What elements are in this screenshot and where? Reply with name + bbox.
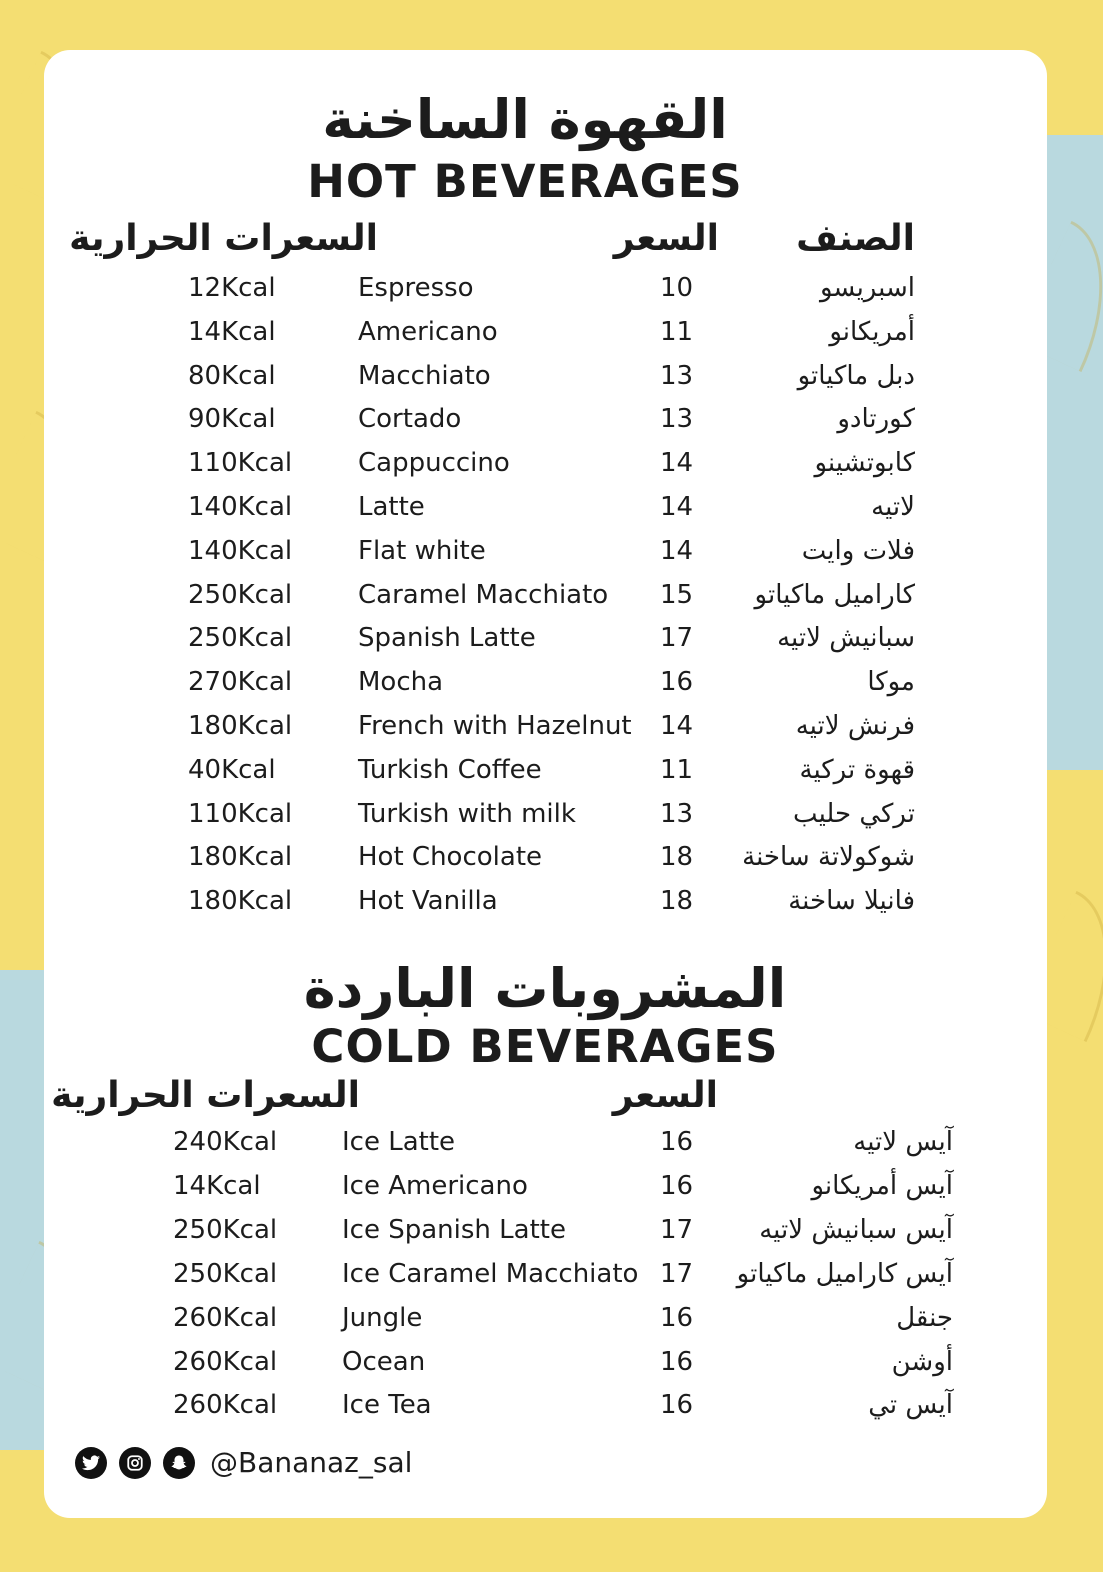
price: 16 [660,667,694,698]
item-name-ar: آيس لاتيه [853,1127,953,1157]
item-name-ar: آيس أمريكانو [811,1170,953,1201]
calories: 40Kcal [188,754,276,785]
item-name-ar: دبل ماكياتو [797,360,915,391]
item-name-en: Turkish with milk [358,798,576,829]
price: 14 [660,711,694,741]
hot-menu-row [0,667,1103,707]
hot-column-item: الصنف [796,218,915,259]
price: 17 [660,1214,694,1245]
price: 18 [660,886,694,917]
price: 16 [660,1346,694,1377]
item-name-ar: آيس سبانيش لاتيه [759,1214,953,1245]
item-name-en: Espresso [358,273,474,303]
hot-menu-row [0,361,1103,401]
calories: 110Kcal [188,448,293,479]
price: 17 [660,1258,694,1289]
hot-column-price: السعر [613,218,719,259]
item-name-en: Flat white [358,535,486,566]
cold-menu-row [0,1390,1103,1430]
item-name-ar: جنقل [896,1302,953,1333]
hot-menu-row [0,448,1103,488]
item-name-en: Caramel Macchiato [358,579,609,610]
calories: 250Kcal [173,1214,278,1245]
hot-menu-row [0,799,1103,839]
item-name-en: Turkish Coffee [358,754,542,785]
item-name-en: Americano [358,316,498,347]
item-name-ar: قهوة تركية [799,754,915,785]
hot-menu-row [0,580,1103,620]
calories: 140Kcal [188,535,293,566]
price: 14 [660,448,694,479]
social-handle[interactable]: @Bananaz_sal [210,1446,413,1479]
hot-menu-row [0,623,1103,663]
cold-column-calories: السعرات الحرارية [51,1075,360,1116]
calories: 260Kcal [173,1346,278,1377]
calories: 12Kcal [188,273,276,303]
price: 18 [660,842,694,873]
cold-menu-row [0,1347,1103,1387]
price: 11 [660,754,694,785]
item-name-en: French with Hazelnut [358,711,632,741]
item-name-en: Hot Chocolate [358,842,543,873]
item-name-ar: فرنش لاتيه [795,711,915,741]
item-name-ar: أمريكانو [829,316,915,347]
hot-menu-row [0,842,1103,882]
cold-menu-row [0,1303,1103,1343]
price: 15 [660,579,694,610]
hot-menu-row [0,273,1103,313]
item-name-ar: آيس تي [868,1390,953,1421]
item-name-ar: سبانيش لاتيه [777,623,915,654]
item-name-en: Macchiato [358,360,491,391]
item-name-en: Ice Caramel Macchiato [342,1258,639,1289]
price: 14 [660,492,694,522]
price: 13 [660,798,694,829]
cold-menu-row [0,1215,1103,1255]
price: 16 [660,1390,694,1421]
item-name-en: Ice Tea [342,1390,432,1421]
calories: 260Kcal [173,1302,278,1333]
item-name-ar: آيس كاراميل ماكياتو [736,1258,953,1289]
price: 16 [660,1127,694,1157]
calories: 250Kcal [173,1258,278,1289]
calories: 240Kcal [173,1127,278,1157]
calories: 250Kcal [188,579,293,610]
item-name-en: Jungle [342,1302,423,1333]
price: 17 [660,623,694,654]
item-name-ar: فلات وايت [801,535,915,566]
item-name-en: Ice Spanish Latte [342,1214,566,1245]
cold-menu-row [0,1127,1103,1167]
item-name-ar: شوكولاتة ساخنة [742,842,915,873]
calories: 80Kcal [188,360,276,391]
hot-menu-row [0,404,1103,444]
hot-title-en: HOT BEVERAGES [307,155,743,208]
calories: 110Kcal [188,798,293,829]
item-name-en: Mocha [358,667,444,698]
item-name-en: Cappuccino [358,448,510,479]
calories: 140Kcal [188,492,293,522]
price: 16 [660,1170,694,1201]
calories: 270Kcal [188,667,293,698]
cold-title-ar: المشروبات الباردة [303,957,787,1020]
calories: 14Kcal [188,316,276,347]
item-name-en: Ice Latte [342,1127,456,1157]
item-name-ar: كابوتشينو [814,448,915,479]
price: 13 [660,360,694,391]
item-name-ar: كاراميل ماكياتو [754,579,915,610]
item-name-en: Ocean [342,1346,426,1377]
item-name-ar: أوشن [891,1346,953,1377]
hot-menu-row [0,536,1103,576]
item-name-en: Spanish Latte [358,623,536,654]
hot-menu-row [0,886,1103,926]
calories: 90Kcal [188,404,276,435]
calories: 180Kcal [188,886,293,917]
item-name-ar: تركي حليب [793,798,915,829]
hot-menu-row [0,755,1103,795]
calories: 14Kcal [173,1170,261,1201]
calories: 260Kcal [173,1390,278,1421]
hot-menu-row [0,317,1103,357]
hot-column-calories: السعرات الحرارية [69,218,378,259]
item-name-ar: فانيلا ساخنة [788,886,915,917]
item-name-ar: كورتادو [837,404,915,435]
item-name-ar: اسبريسو [819,273,915,303]
price: 14 [660,535,694,566]
hot-title-ar: القهوة الساخنة [322,88,728,151]
item-name-en: Ice Americano [342,1170,528,1201]
calories: 250Kcal [188,623,293,654]
snapchat-icon[interactable] [163,1447,195,1479]
hot-menu-row [0,711,1103,751]
cold-title-en: COLD BEVERAGES [311,1020,779,1073]
calories: 180Kcal [188,842,293,873]
item-name-en: Hot Vanilla [358,886,498,917]
price: 11 [660,316,694,347]
instagram-icon[interactable] [119,1447,151,1479]
price: 10 [660,273,694,303]
item-name-en: Latte [358,492,425,522]
item-name-ar: لاتيه [871,492,915,522]
price: 13 [660,404,694,435]
price: 16 [660,1302,694,1333]
twitter-icon[interactable] [75,1447,107,1479]
calories: 180Kcal [188,711,293,741]
item-name-ar: موكا [867,667,915,698]
cold-column-price: السعر [612,1075,718,1116]
cold-menu-row [0,1259,1103,1299]
cold-menu-row [0,1171,1103,1211]
item-name-en: Cortado [358,404,462,435]
hot-menu-row [0,492,1103,532]
